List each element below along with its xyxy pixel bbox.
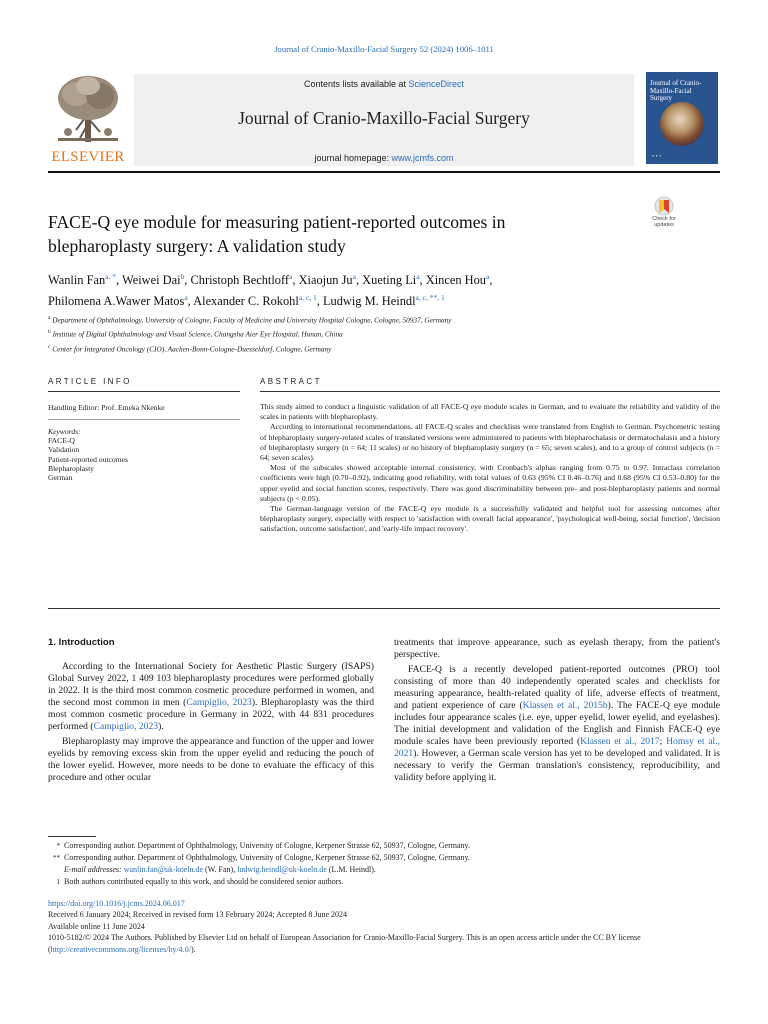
- cover-image: [660, 102, 704, 146]
- abstract-paragraph: According to international recommendations, all FACE-Q scales and checklists were translated from English to German. Psychometric testing of blepharoplasty surgery-related scales of translated versions were administered to patients with blepharochalasis or dermatochalasis and a history of blepharoplasty surgery (n = 64; 11 scales) or no history of blepharoplasty surgery (n = 65; seven scales), and to a group of control subjects (n = 64; seven scales).: [260, 422, 720, 463]
- author: Weiwei Dai: [122, 273, 181, 288]
- email-addresses: [48, 864, 728, 876]
- author-list: [48, 268, 648, 310]
- affil-mark: a: [48, 315, 51, 321]
- body-paragraph: [394, 664, 720, 784]
- article-title: FACE-Q eye module for measuring patient-reported outcomes in blepharoplasty surgery: A validation study: [48, 212, 506, 256]
- author: Ludwig M. Heindl: [322, 294, 416, 309]
- abstract-bottom-rule: [48, 608, 720, 609]
- author-affil[interactable]: a, *: [105, 272, 117, 281]
- cover-title: Journal of Cranio-Maxillo-Facial Surgery: [650, 79, 702, 102]
- citation-link[interactable]: Campiglio, 2023: [186, 697, 252, 708]
- author: Xiaojun Ju: [298, 273, 353, 288]
- homepage-line: [134, 153, 634, 163]
- affiliation: [48, 312, 688, 326]
- abstract-paragraph: Most of the subscales showed acceptable internal consistency, with Cronbach's alphas ranging from 0.75 to 0.97. Intraclass correlation coefficients were high (0.70–0.92), indicating good reliability, with total values of 0.63 (95% CI 0.46–0.76) and 0.68 (95% CI 0.53–0.80) for the upper eyelid and social function scores, respectively. There was good discriminability between pre- and post-blepharoplasty patients and normal subjects (p < 0.05).: [260, 463, 720, 503]
- text: According to the International Society for Aesthetic Plastic Surgery (ISAPS) Global Survey 2022, 1 409 103 blepharoplasty procedures were performed globally in 2022. It is the third most common cosmetic procedure performed in women, and the second most common in men (: [48, 661, 374, 708]
- footnote: [48, 840, 728, 852]
- text: ).: [158, 721, 164, 732]
- online-date: Available online 11 June 2024: [48, 921, 145, 931]
- email-link[interactable]: wanlin.fan@uk-koeln.de: [123, 865, 204, 874]
- received-dates: Received 6 January 2024; Received in revised form 13 February 2024; Accepted 8 June 2024: [48, 910, 348, 920]
- abstract-paragraph: This study aimed to conduct a linguistic validation of all FACE-Q eye module scales in German, and to evaluate the reliability and validity of the scales in patients with blepharoplasty.: [260, 402, 720, 422]
- author: Philomena A.Wawer Matos: [48, 294, 185, 309]
- author-affil[interactable]: b: [180, 272, 185, 281]
- affiliations: [48, 312, 688, 355]
- author: Xincen Hou: [425, 273, 486, 288]
- text: (W. Fan),: [203, 865, 238, 874]
- footnote-rule: [48, 836, 96, 837]
- author: Xueting Li: [362, 273, 417, 288]
- article-info-rule: [48, 391, 240, 392]
- homepage-link[interactable]: www.jcmfs.com: [391, 153, 454, 163]
- affil-text: Institute of Digital Ophthalmology and Visual Science, Changsha Aier Eye Hospital, Hunan, China: [52, 329, 343, 339]
- abstract-body: [260, 402, 720, 535]
- text: (L.M. Heindl).: [326, 865, 376, 874]
- journal-banner: [134, 74, 634, 166]
- citation-link[interactable]: Klassen et al., 2015b: [522, 700, 608, 711]
- handling-editor: Handling Editor: Prof. Emeka Nkenke: [48, 403, 165, 412]
- check-updates-label: Check for updates: [652, 216, 676, 228]
- article-info-heading: ARTICLE INFO: [48, 377, 132, 386]
- keywords-rule: [48, 419, 240, 420]
- doi-link[interactable]: https://doi.org/10.1016/j.jcms.2024.06.017: [48, 899, 185, 908]
- left-column: [48, 637, 374, 787]
- email-link[interactable]: ludwig.heindl@uk-koeln.de: [237, 865, 327, 874]
- text: 1010-5182/© 2024 The Authors. Published by Elsevier Ltd on behalf of European Association for Cranio-Maxillo-Facial Surgery. This is an open access article under the CC BY license (: [48, 933, 641, 954]
- author-line-2: Philomena A.Wawer Matos$^a$, Alexander C. Rokohl$^{a, c, 1}$, Ludwig M. Heindl$^{a, c, **, 1}$: [48, 293, 445, 309]
- text: FACE-Q is a recently developed patient-reported outcomes (PRO) tool consisting of more than 40 independently operated scales and checklists for measuring appearance, health-related quality of life, adverse effects of treatment, and patient experience of care (: [394, 664, 720, 711]
- author-affil[interactable]: a, c, **, 1: [415, 293, 445, 303]
- keyword: Patient-reported outcomes: [48, 454, 128, 464]
- author-affil[interactable]: a: [416, 272, 420, 281]
- keyword: German: [48, 473, 73, 483]
- elsevier-wordmark: ELSEVIER: [51, 149, 125, 165]
- citation-link[interactable]: Klassen et al., 2017: [580, 736, 660, 747]
- citation-link[interactable]: Homsy et al., 2021: [394, 736, 720, 759]
- sciencedirect-link[interactable]: ScienceDirect: [408, 79, 465, 89]
- abstract-heading: ABSTRACT: [260, 377, 322, 386]
- citation-link[interactable]: Campiglio, 2023: [93, 721, 159, 732]
- bookmark-icon: [644, 196, 684, 216]
- introduction-heading: 1. Introduction: [48, 637, 115, 648]
- affil-text: Center for Integrated Oncology (CIO), Aachen-Bonn-Cologne-Duesseldorf, Cologne, Germany: [52, 344, 332, 354]
- header-divider: [48, 171, 720, 173]
- footnote-text: Corresponding author. Department of Ophthalmology, University of Cologne, Kerpener Strasse 62, 50937, Cologne, Germany.: [64, 841, 470, 850]
- affil-text: Department of Ophthalmology, University of Cologne, Faculty of Medicine and University Hospital Cologne, Cologne, 50937, Germany: [52, 315, 452, 325]
- journal-reference[interactable]: Journal of Cranio-Maxillo-Facial Surgery 52 (2024) 1006–1011: [274, 44, 494, 54]
- footnote-text: Both authors contributed equally to this work, and should be considered senior authors.: [64, 877, 344, 886]
- text: ). The FACE-Q eye module includes four appearance scales (i.e. eye, upper eyelid, lower eyelid, and eyelashes). The initial development and validation of the English and Finnish FACE-Q eye module scales have been previously reported (: [394, 700, 721, 747]
- affil-mark: b: [48, 329, 51, 336]
- right-column: [394, 637, 720, 787]
- text: ).: [190, 944, 196, 954]
- author: Wanlin Fan: [48, 273, 106, 288]
- keyword: FACE-Q: [48, 436, 75, 446]
- author: Alexander C. Rokohl: [193, 294, 299, 309]
- text: ). Blepharoplasty was the third most common cosmetic procedure in Germany in 2022, with 44 831 procedures performed (: [48, 697, 374, 732]
- affil-mark: c: [48, 343, 51, 350]
- copyright: [48, 932, 728, 955]
- license-link[interactable]: http://creativecommons.org/licenses/by/4.0/: [50, 944, 191, 954]
- affiliation: [48, 326, 688, 340]
- body-paragraph: Blepharoplasty may improve the appearance and function of the upper and lower eyelids by removing excess skin from the upper eyelid and reducing the pouch of the lower eyelid. However, more needs to be done to evaluate the efficacy of this procedure and other ocular: [48, 736, 374, 783]
- elsevier-logo[interactable]: [48, 72, 128, 164]
- email-label: E-mail addresses:: [64, 865, 122, 874]
- contents-line: [134, 79, 634, 89]
- cover-decoration: • • •: [652, 154, 662, 160]
- publication-info: [48, 898, 728, 955]
- author-affil[interactable]: a, c, 1: [298, 293, 317, 303]
- footnote-mark: 1: [56, 878, 60, 886]
- keyword: Blepharoplasty: [48, 463, 94, 473]
- text: ;: [659, 736, 667, 747]
- body-paragraph: [48, 661, 374, 733]
- footnote-text: Corresponding author. Department of Ophthalmology, University of Cologne, Kerpener Strasse 62, 50937, Cologne, Germany.: [64, 853, 470, 862]
- abstract-rule: [260, 391, 720, 392]
- body-paragraph: treatments that improve appearance, such as eyelash therapy, from the patient's perspective.: [394, 637, 720, 660]
- footnote-mark: *: [56, 842, 60, 850]
- keywords-block: [48, 427, 238, 482]
- author-affil[interactable]: a: [184, 293, 188, 303]
- abstract-paragraph: The German-language version of the FACE-Q eye module is a successfully validated and helpful tool for assessing outcomes after blepharoplasty surgery, especially with respect to 'satisfaction with overall facial appearance', 'psychological well-being, social function', 'decision satisfaction, outcome satisfaction', and 'early-life impact recovery'.: [260, 504, 720, 534]
- author-line-1: Wanlin Fan$^{a, *}$, Weiwei Dai$^b$, Christoph Bechtloff$^a$, Xiaojun Ju$^a$, Xueting Li$^a$, Xincen Hou$^a$,: [48, 272, 493, 288]
- keywords-heading: Keywords:: [48, 427, 81, 436]
- footnote-mark: **: [53, 854, 60, 862]
- author-affil[interactable]: a: [485, 272, 490, 281]
- footnotes: [48, 840, 728, 888]
- keyword: Validation: [48, 445, 80, 455]
- journal-title: Journal of Cranio-Maxillo-Facial Surgery: [238, 108, 530, 128]
- contents-prefix: Contents lists available at: [303, 79, 409, 89]
- elsevier-tree-icon: [52, 72, 124, 148]
- journal-cover[interactable]: [646, 72, 718, 164]
- author-affil[interactable]: a: [352, 272, 356, 281]
- footnote: [48, 876, 728, 888]
- author: Christoph Bechtloff: [190, 273, 290, 288]
- footnote: [48, 852, 728, 864]
- check-for-updates-badge[interactable]: [644, 196, 684, 232]
- text: ). However, a German scale version has yet to be developed and validated. It is necessary to verify the German translation's consistency, reproducibility, and validity before applying it.: [394, 748, 720, 783]
- homepage-prefix: journal homepage:: [314, 153, 392, 163]
- affiliation: [48, 341, 688, 355]
- author-affil[interactable]: a: [289, 272, 293, 281]
